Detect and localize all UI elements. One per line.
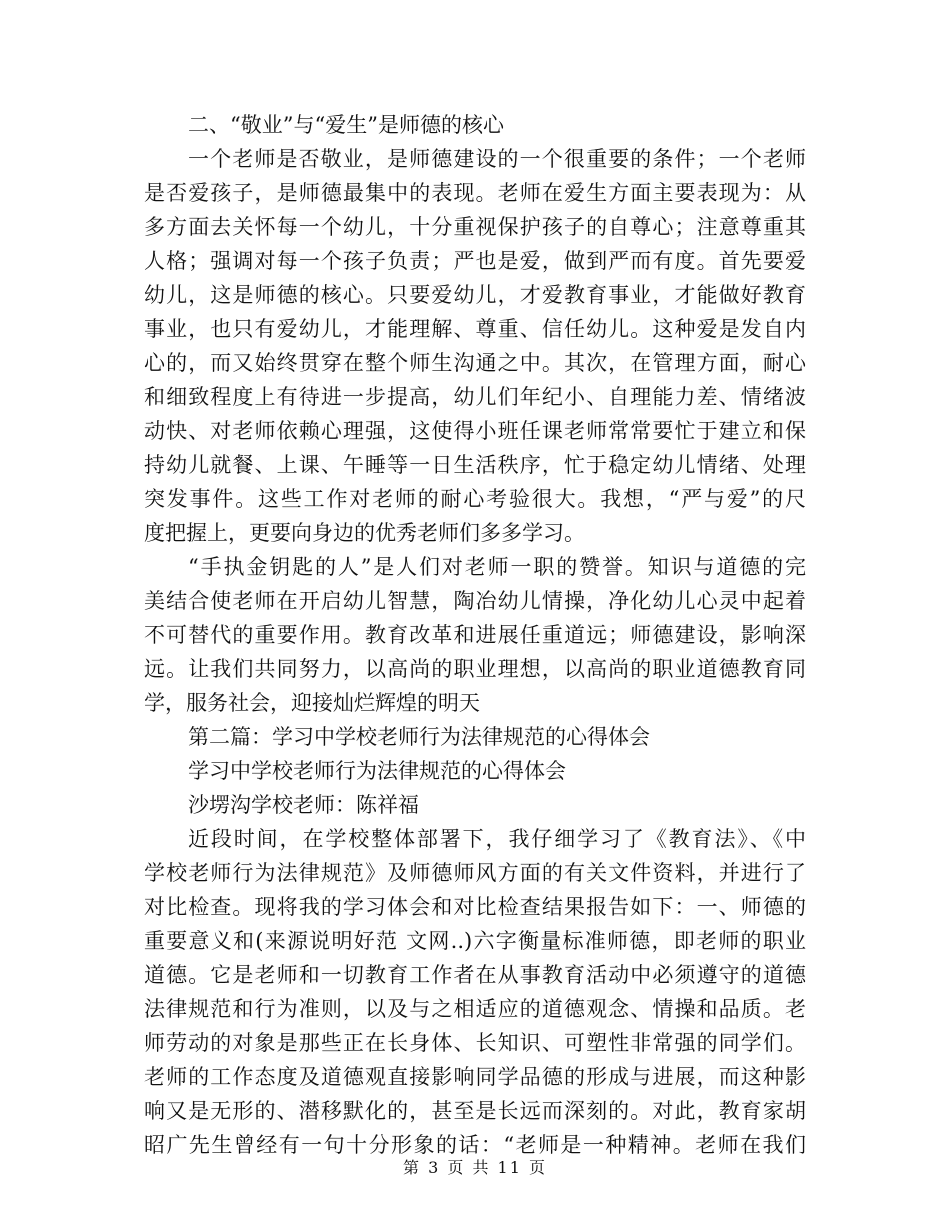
text-line: 事业，也只有爱幼儿，才能理解、尊重、信任幼儿。这种爱是发自内 xyxy=(144,317,806,341)
text-line: 不可替代的重要作用。教育改革和进展任重道远；师德建设，影响深 xyxy=(144,623,806,647)
text-line: 道德。它是老师和一切教育工作者在从事教育活动中必须遵守的道德 xyxy=(144,963,806,987)
text-line: 学，服务社会，迎接灿烂辉煌的明天 xyxy=(144,691,480,715)
text-line: 多方面去关怀每一个幼儿，十分重视保护孩子的自尊心；注意尊重其 xyxy=(144,215,806,239)
text-line: 昭广先生曾经有一句十分形象的话：“老师是一种精神。老师在我们 xyxy=(144,1133,806,1157)
text-line: 学校老师行为法律规范》及师德师风方面的有关文件资料，并进行了 xyxy=(144,861,806,885)
paragraph xyxy=(144,142,806,550)
text-line: 师劳动的对象是那些正在长身体、长知识、可塑性非常强的同学们。 xyxy=(144,1031,806,1055)
text-line: 美结合使老师在开启幼儿智慧，陶冶幼儿情操，净化幼儿心灵中起着 xyxy=(144,589,806,613)
text-line: 对比检查。现将我的学习体会和对比检查结果报告如下：一、师德的 xyxy=(144,895,806,919)
text-line: 一个老师是否敬业，是师德建设的一个很重要的条件；一个老师 xyxy=(188,147,806,171)
section-heading: 二、“敬业”与“爱生”是师德的核心 xyxy=(188,113,504,137)
text-line: 和细致程度上有待进一步提高，幼儿们年纪小、自理能力差、情绪波 xyxy=(144,385,806,409)
section-heading: 沙塄沟学校老师：陈祥福 xyxy=(188,793,419,817)
text-line: 老师的工作态度及道德观直接影响同学品德的形成与进展，而这种影 xyxy=(144,1065,806,1089)
text-line: 突发事件。这些工作对老师的耐心考验很大。我想，“严与爱”的尺 xyxy=(144,487,806,511)
section-heading: 第二篇：学习中学校老师行为法律规范的心得体会 xyxy=(188,725,650,749)
text-line: 响又是无形的、潜移默化的，甚至是长远而深刻的。对此，教育家胡 xyxy=(144,1099,806,1123)
paragraph xyxy=(144,550,806,720)
text-line: 动快、对老师依赖心理强，这使得小班任课老师常常要忙于建立和保 xyxy=(144,419,806,443)
section-heading: 学习中学校老师行为法律规范的心得体会 xyxy=(188,759,566,783)
text-line: 近段时间，在学校整体部署下，我仔细学习了《教育法》、《中 xyxy=(188,827,806,851)
text-line: 持幼儿就餐、上课、午睡等一日生活秩序，忙于稳定幼儿情绪、处理 xyxy=(144,453,806,477)
text-line: 是否爱孩子，是师德最集中的表现。老师在爱生方面主要表现为：从 xyxy=(144,181,806,205)
text-line: 幼儿，这是师德的核心。只要爱幼儿，才爱教育事业，才能做好教育 xyxy=(144,283,806,307)
text-line: 远。让我们共同努力，以高尚的职业理想，以高尚的职业道德教育同 xyxy=(144,657,806,681)
paragraph xyxy=(144,822,806,1162)
text-line: 法律规范和行为准则，以及与之相适应的道德观念、情操和品质。老 xyxy=(144,997,806,1021)
document-body xyxy=(144,108,806,1162)
page-footer: 第 3 页 共 11 页 xyxy=(403,1158,547,1177)
text-line: 心的，而又始终贯穿在整个师生沟通之中。其次，在管理方面，耐心 xyxy=(144,351,806,375)
text-line: “手执金钥匙的人”是人们对老师一职的赞誉。知识与道德的完 xyxy=(188,555,806,579)
text-line: 度把握上，更要向身边的优秀老师们多多学习。 xyxy=(144,521,585,545)
text-line: 重要意义和(来源说明好范 文网..)六字衡量标准师德，即老师的职业 xyxy=(144,929,806,953)
text-line: 人格；强调对每一个孩子负责；严也是爱，做到严而有度。首先要爱 xyxy=(144,249,806,273)
